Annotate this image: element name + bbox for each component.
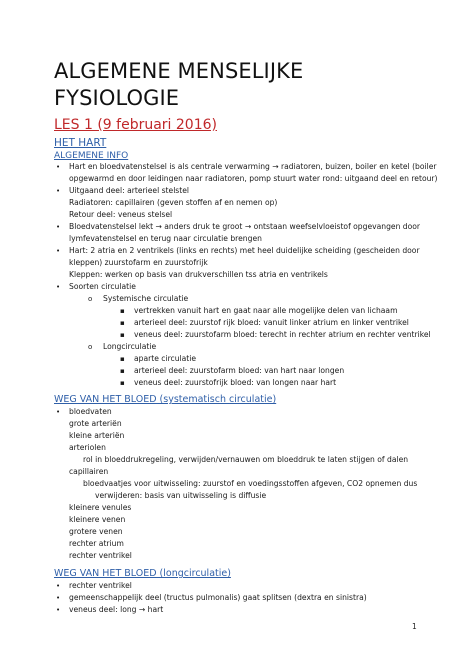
circulation-subitem-bullet: ▪ (120, 366, 125, 375)
weg-systemic-line: kleinere venules (69, 503, 132, 512)
info-line-bullet: • (56, 162, 61, 171)
info-line-bullet: • (56, 222, 61, 231)
weg-systemic-line: verwijderen: basis van uitwisseling is diffusie (95, 491, 267, 500)
info-line: lymfevatenstelsel en terug naar circulatie brengen (69, 234, 262, 243)
weg-lung-line-bullet: • (56, 581, 61, 590)
circulation-subitem-bullet: ▪ (120, 378, 125, 387)
circulation-subitem: veneus deel: zuurstofarm bloed: terecht in rechter atrium en rechter ventrikel (134, 330, 431, 339)
title-line-2: FYSIOLOGIE (54, 86, 180, 110)
document-title (54, 58, 303, 112)
circulation-subitem: arterieel deel: zuurstof rijk bloed: vanuit linker atrium en linker ventrikel (134, 318, 409, 327)
info-line-bullet: • (56, 282, 61, 291)
info-line: Hart en bloedvatenstelsel is als centrale verwarming → radiatoren, buizen, boiler en ketel (boiler (69, 162, 437, 171)
circulation-subitem: aparte circulatie (134, 354, 197, 363)
title-line-1: ALGEMENE MENSELIJKE (54, 59, 304, 83)
weg-systemic-line: rol in bloeddrukregeling, verwijden/vernauwen om bloeddruk te laten stijgen of dalen (83, 455, 409, 464)
section-heading-heart: HET HART (54, 137, 107, 149)
section-heading-weg-systemic: WEG VAN HET BLOED (systematisch circulatie) (54, 394, 277, 405)
weg-systemic-line: rechter atrium (69, 539, 124, 548)
weg-systemic-line: bloedvaatjes voor uitwisseling: zuurstof en voedingsstoffen afgeven, CO2 opnemen dus (83, 479, 418, 488)
info-line: Soorten circulatie (69, 282, 136, 291)
circulation-subitem-bullet: ▪ (120, 330, 125, 339)
info-line: Bloedvatenstelsel lekt → anders druk te groot → ontstaan weefselvloeistof opgevangen door (69, 222, 421, 231)
weg-systemic-line: rechter ventrikel (69, 551, 132, 560)
info-line: Hart: 2 atria en 2 ventrikels (links en rechts) met heel duidelijke scheiding (gescheiden door (69, 246, 420, 255)
weg-lung-line: veneus deel: long → hart (69, 605, 164, 614)
page-number: 1 (412, 622, 417, 631)
weg-lung-line-bullet: • (56, 593, 61, 602)
weg-lung-line-bullet: • (56, 605, 61, 614)
info-line: Kleppen: werken op basis van drukverschillen tss atria en ventrikels (69, 270, 328, 279)
circulation-item: Systemische circulatie (103, 294, 189, 303)
circulation-subitem-bullet: ▪ (120, 354, 125, 363)
section-heading-weg-lung: WEG VAN HET BLOED (longcirculatie) (54, 568, 231, 579)
weg-systemic-line: kleinere venen (69, 515, 126, 524)
info-line: kleppen) zuurstofarm en zuurstofrijk (69, 258, 208, 267)
subsection-heading-info: ALGEMENE INFO (54, 151, 129, 161)
weg-lung-line: rechter ventrikel (69, 581, 132, 590)
circulation-subitem-bullet: ▪ (120, 318, 125, 327)
circulation-subitem: vertrekken vanuit hart en gaat naar alle mogelijke delen van lichaam (134, 306, 398, 315)
weg-systemic-line: capillairen (69, 467, 109, 476)
info-line: Uitgaand deel: arterieel stelstel (69, 186, 190, 195)
weg-lung-line: gemeenschappelijk deel (tructus pulmonalis) gaat splitsen (dextra en sinistra) (69, 593, 367, 602)
info-line: Retour deel: veneus stelsel (69, 210, 173, 219)
circulation-subitem: veneus deel: zuurstofrijk bloed: van longen naar hart (134, 378, 337, 387)
weg-systemic-line: bloedvaten (69, 407, 112, 416)
weg-systemic-line: grote arteriën (69, 419, 122, 428)
info-line: opgewarmd en door leidingen naar radiatoren, pomp stuurt water rond: uitgaand deel en retour) (69, 174, 438, 183)
info-line-bullet: • (56, 246, 61, 255)
weg-systemic-line: kleine arteriën (69, 431, 125, 440)
info-line-bullet: • (56, 186, 61, 195)
weg-systemic-line: grotere venen (69, 527, 123, 536)
circulation-item-bullet: o (88, 294, 93, 303)
weg-systemic-line-bullet: • (56, 407, 61, 416)
circulation-item-bullet: o (88, 342, 93, 351)
circulation-item: Longcirculatie (103, 342, 157, 351)
weg-systemic-line: arteriolen (69, 443, 106, 452)
circulation-subitem: arterieel deel: zuurstofarm bloed: van hart naar longen (134, 366, 345, 375)
lesson-heading: LES 1 (9 februari 2016) (54, 117, 217, 133)
circulation-subitem-bullet: ▪ (120, 306, 125, 315)
info-line: Radiatoren: capillairen (geven stoffen af en nemen op) (69, 198, 278, 207)
